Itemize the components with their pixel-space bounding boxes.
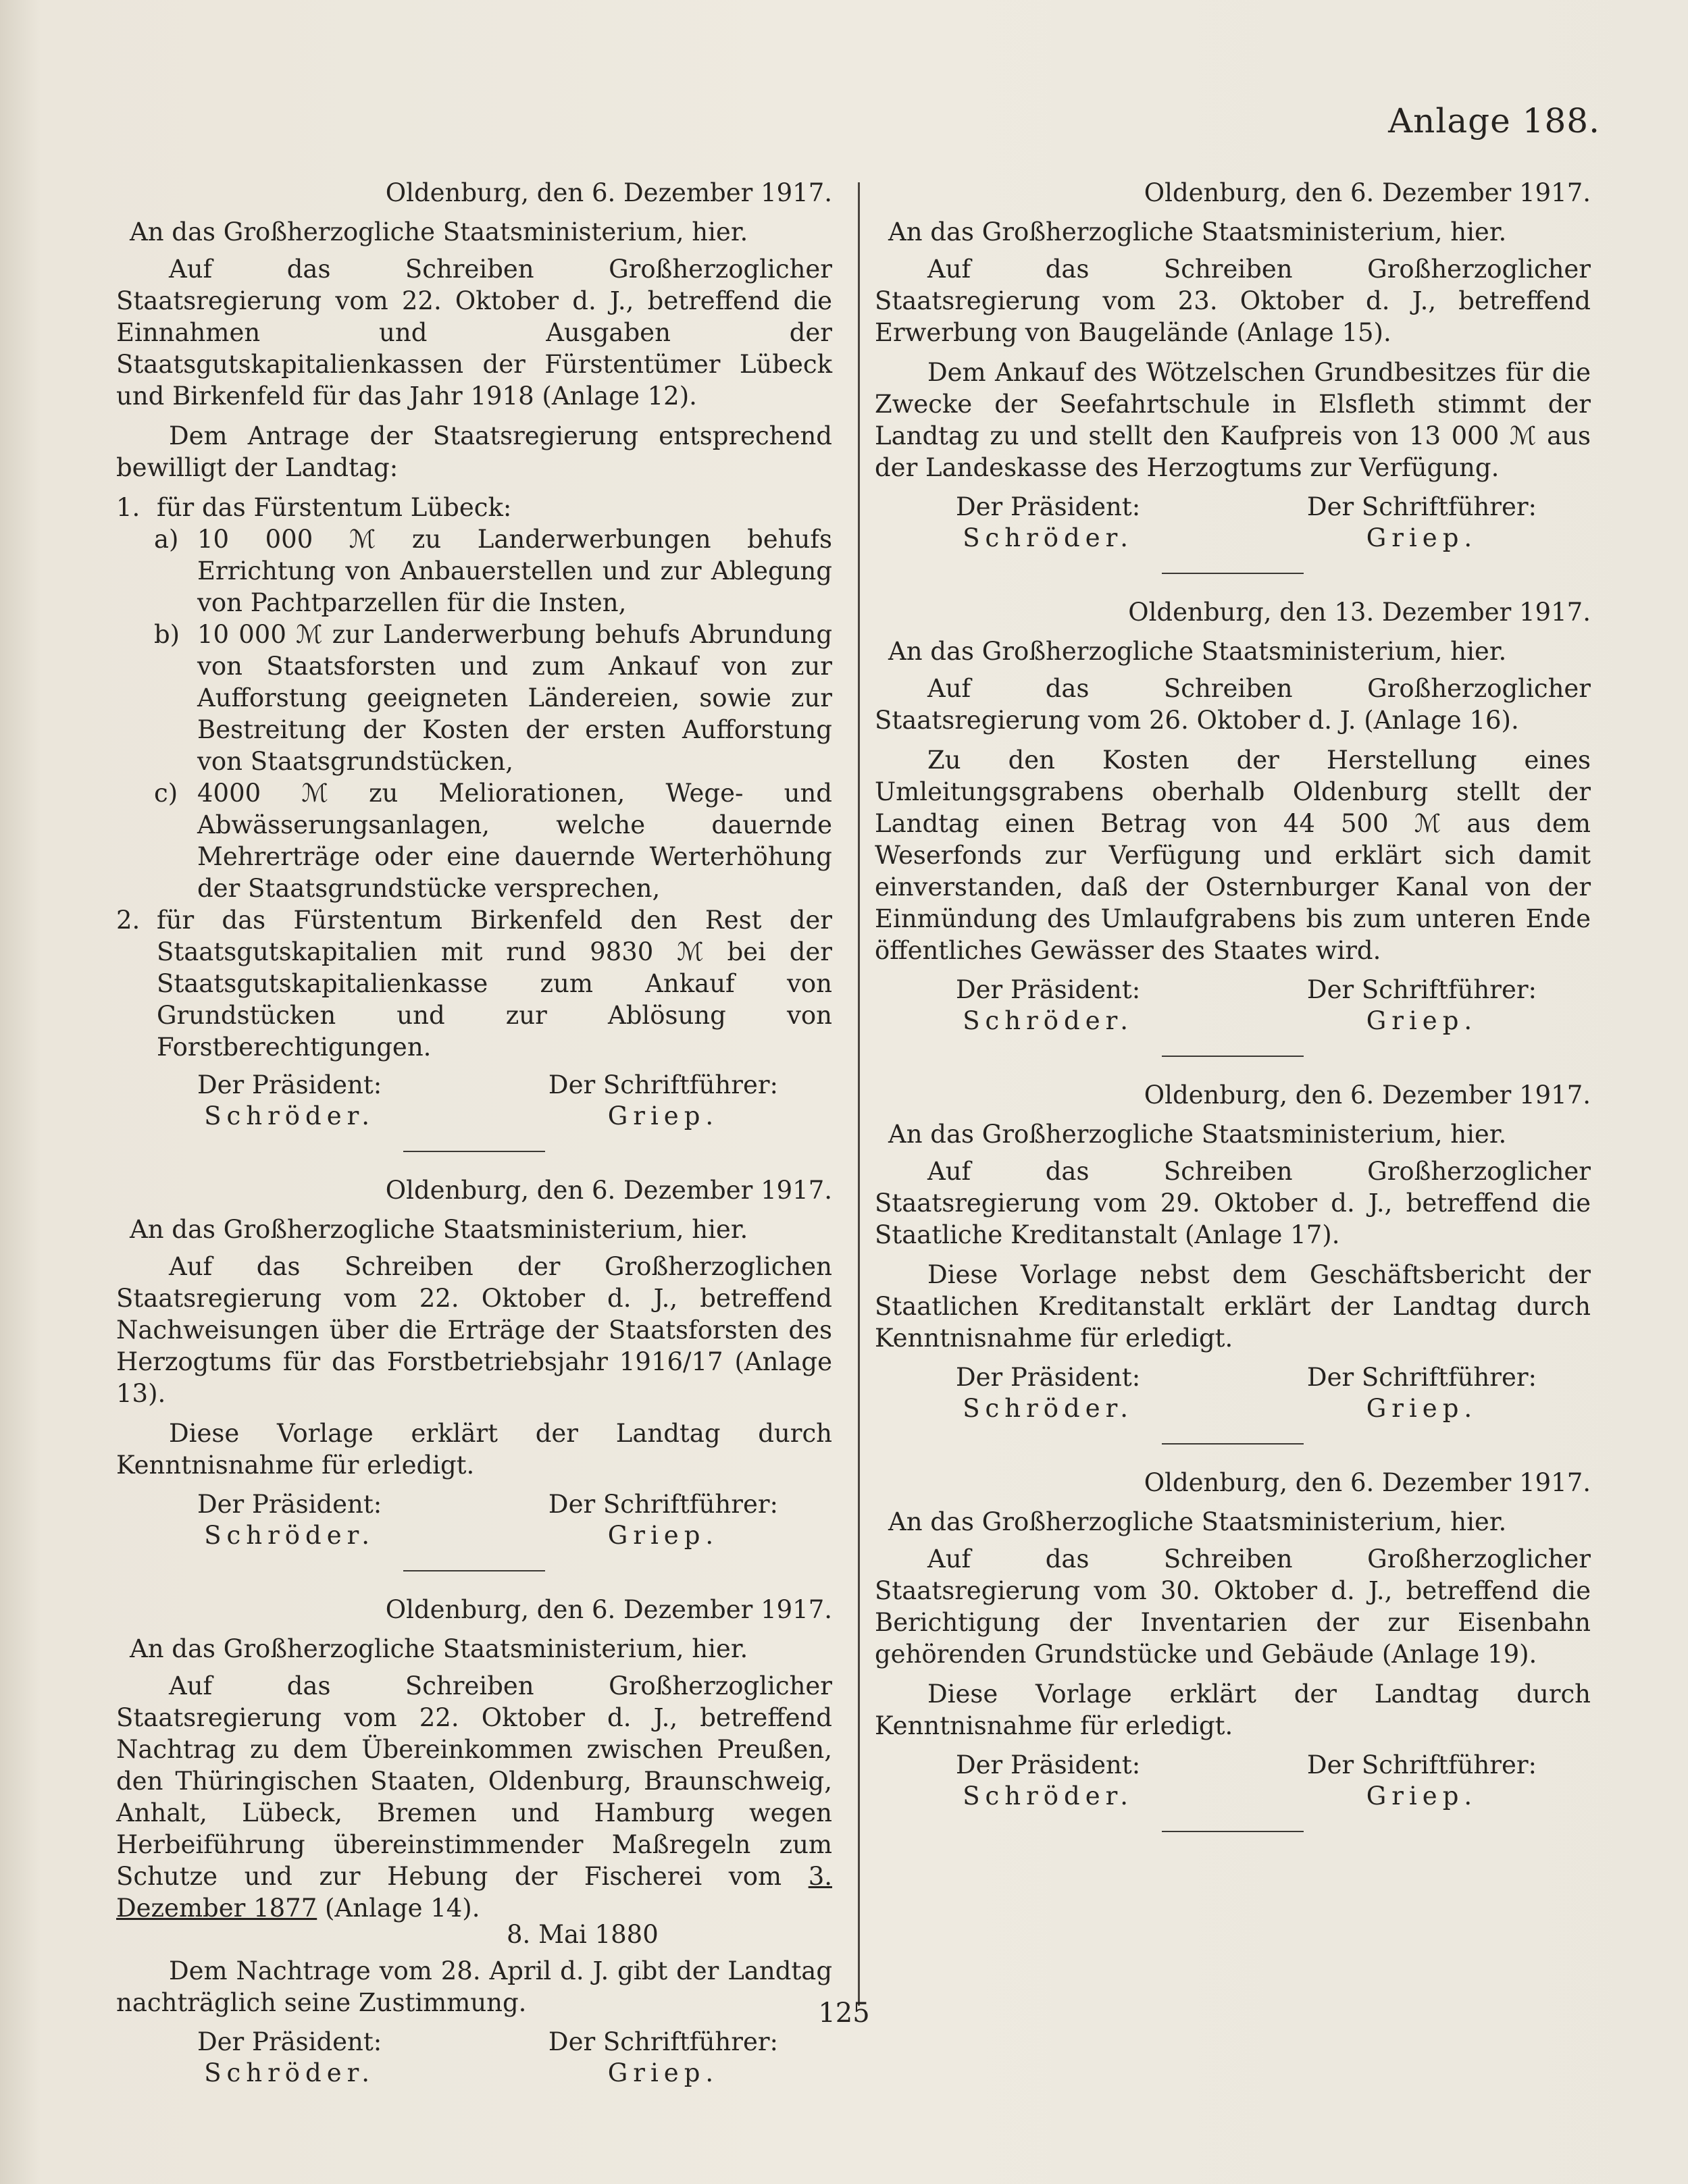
resolution-paragraph: Dem Nachtrage vom 28. April d. J. gibt der Landtag nachträglich seine Zustimmung. bbox=[116, 1956, 832, 2017]
resolution-paragraph: Dem Ankauf des Wötzelschen Grundbesitzes für die Zwecke der Seefahrtschule in Elsfleth stimmt der Landtag zu und stellt den Kaufpreis von 13 000 ℳ aus der Landeskasse des Herzogtums zur Verfügung. bbox=[875, 358, 1591, 482]
resolution-date: Oldenburg, den 6. Dezember 1917. bbox=[385, 178, 832, 207]
signature-block bbox=[875, 492, 1591, 554]
resolution-section bbox=[875, 1078, 1591, 1424]
secretary-title: Der Schriftführer: bbox=[1306, 492, 1537, 521]
secretary-name: Griep. bbox=[1366, 1006, 1478, 1035]
president-title: Der Präsident: bbox=[197, 2027, 382, 2056]
resolution-paragraph: Auf das Schreiben Großherzoglicher Staatsregierung vom 26. Oktober d. J. (Anlage 16). bbox=[875, 674, 1591, 735]
secretary-name: Griep. bbox=[1366, 523, 1478, 552]
left-column bbox=[116, 172, 832, 2089]
secretary-title: Der Schriftführer: bbox=[548, 1490, 778, 1519]
secretary-name: Griep. bbox=[607, 2058, 719, 2087]
resolution-paragraph: Diese Vorlage erklärt der Landtag durch Kenntnisnahme für erledigt. bbox=[875, 1680, 1591, 1740]
signature-block bbox=[116, 1070, 832, 1132]
signature-block bbox=[116, 1489, 832, 1551]
resolution-paragraph bbox=[116, 1670, 832, 1924]
list-item-text: für das Fürstentum Birkenfeld den Rest der Staatsgutskapitalien mit rund 9830 ℳ bei der Staatsgutskapitalienkasse zum Ankauf von Grundstücken und zur Ablösung von Forstberechtigungen. bbox=[157, 906, 832, 1062]
president-signature bbox=[956, 492, 1140, 554]
list-item bbox=[154, 619, 832, 777]
secretary-signature bbox=[548, 1070, 778, 1132]
secretary-title: Der Schriftführer: bbox=[548, 2027, 778, 2056]
convention-date: 3. Dezember 1877 bbox=[116, 1862, 832, 1923]
president-name: Schröder. bbox=[204, 1521, 376, 1550]
resolution-paragraph: Dem Antrage der Staatsregierung entsprechend bewilligt der Landtag: bbox=[116, 421, 832, 482]
resolution-paragraph: Diese Vorlage nebst dem Geschäftsbericht der Staatlichen Kreditanstalt erklärt der Landtag durch Kenntnisnahme für erledigt. bbox=[875, 1260, 1591, 1353]
secretary-name: Griep. bbox=[1366, 1782, 1478, 1811]
list-item bbox=[116, 492, 832, 523]
president-name: Schröder. bbox=[963, 1394, 1134, 1423]
list-marker: 2. bbox=[116, 906, 140, 935]
resolution-paragraph: Auf das Schreiben Großherzoglicher Staatsregierung vom 23. Oktober d. J., betreffend Erwerbung von Baugelände (Anlage 15). bbox=[875, 255, 1591, 347]
secretary-name: Griep. bbox=[607, 1521, 719, 1550]
signature-block bbox=[875, 1362, 1591, 1424]
resolution-addressee: An das Großherzogliche Staatsministerium, hier. bbox=[888, 1120, 1507, 1149]
secretary-signature bbox=[1307, 492, 1537, 554]
secretary-signature bbox=[1307, 1362, 1537, 1424]
president-title: Der Präsident: bbox=[956, 492, 1141, 521]
secretary-name: Griep. bbox=[1366, 1394, 1478, 1423]
resolution-date: Oldenburg, den 6. Dezember 1917. bbox=[1144, 1081, 1591, 1110]
secretary-title: Der Schriftführer: bbox=[1306, 1750, 1537, 1779]
list-marker: b) bbox=[154, 620, 180, 649]
president-signature bbox=[197, 1489, 382, 1551]
president-signature bbox=[197, 2027, 382, 2089]
resolution-date: Oldenburg, den 6. Dezember 1917. bbox=[385, 1595, 832, 1624]
list-item-text: 10 000 ℳ zur Landerwerbung behufs Abrundung von Staatsforsten und zum Ankauf von zur Aufforstung geeigneten Ländereien, sowie zur Bestreitung der Kosten der ersten Aufforstung von Staatsgrundstücken, bbox=[197, 620, 832, 776]
list-item-text: für das Fürstentum Lübeck: bbox=[157, 493, 512, 522]
president-name: Schröder. bbox=[963, 1782, 1134, 1811]
page-number: 125 bbox=[818, 1998, 870, 2029]
appendix-reference: (Anlage 14). bbox=[325, 1894, 480, 1923]
secretary-name: Griep. bbox=[607, 1101, 719, 1130]
resolution-addressee: An das Großherzogliche Staatsministerium, hier. bbox=[130, 1215, 748, 1244]
resolution-paragraph: Diese Vorlage erklärt der Landtag durch Kenntnisnahme für erledigt. bbox=[116, 1419, 832, 1480]
right-column bbox=[875, 172, 1591, 1854]
amendment-date-note: 8. Mai 1880 bbox=[507, 1920, 659, 1949]
resolution-paragraph: Auf das Schreiben der Großherzoglichen Staatsregierung vom 22. Oktober d. J., betreffend Nachweisungen über die Erträge der Staatsforsten des Herzogtums für das Forstbetriebsjahr 1916/17 (Anlage 13). bbox=[116, 1252, 832, 1408]
list-item bbox=[154, 777, 832, 904]
resolution-paragraph: Zu den Kosten der Herstellung eines Umleitungsgrabens oberhalb Oldenburg stellt der Landtag einen Betrag von 44 500 ℳ aus dem Weserfonds zur Verfügung und erklärt sich damit einverstanden, daß der Osternburger Kanal von der Einmündung des Umlaufgrabens bis zum unteren Ende öffentliches Gewässer des Staates wird. bbox=[875, 746, 1591, 965]
section-separator bbox=[1162, 1443, 1304, 1445]
list-item bbox=[154, 523, 832, 619]
president-title: Der Präsident: bbox=[956, 1750, 1141, 1779]
list-item-text: 10 000 ℳ zu Landerwerbungen behufs Errichtung von Anbauerstellen und zur Ablegung von Pachtparzellen für die Insten, bbox=[197, 525, 832, 617]
column-divider bbox=[858, 182, 860, 2006]
section-separator bbox=[403, 1570, 545, 1571]
list-marker: a) bbox=[154, 525, 179, 554]
resolution-paragraph: Auf das Schreiben Großherzoglicher Staatsregierung vom 29. Oktober d. J., betreffend die Staatliche Kreditanstalt (Anlage 17). bbox=[875, 1157, 1591, 1249]
resolution-paragraph: Auf das Schreiben Großherzoglicher Staatsregierung vom 22. Oktober d. J., betreffend die Einnahmen und Ausgaben der Staatsgutskapitalienkassen der Fürstentümer Lübeck und Birkenfeld für das Jahr 1918 (Anlage 12). bbox=[116, 255, 832, 411]
president-name: Schröder. bbox=[963, 1006, 1134, 1035]
list-marker: c) bbox=[154, 779, 178, 808]
resolution-paragraph: Auf das Schreiben Großherzoglicher Staatsregierung vom 30. Oktober d. J., betreffend die Berichtigung der Inventarien der zur Eisenbahn gehörenden Grundstücke und Gebäude (Anlage 19). bbox=[875, 1544, 1591, 1669]
resolution-addressee: An das Großherzogliche Staatsministerium, hier. bbox=[130, 1634, 748, 1663]
section-separator bbox=[1162, 1056, 1304, 1057]
resolution-addressee: An das Großherzogliche Staatsministerium, hier. bbox=[888, 217, 1507, 246]
secretary-title: Der Schriftführer: bbox=[1306, 1363, 1537, 1392]
signature-block bbox=[116, 2027, 832, 2089]
signature-block bbox=[875, 974, 1591, 1037]
president-title: Der Präsident: bbox=[956, 1363, 1141, 1392]
resolution-date: Oldenburg, den 13. Dezember 1917. bbox=[1128, 598, 1591, 627]
president-signature bbox=[197, 1070, 382, 1132]
signature-block bbox=[875, 1750, 1591, 1812]
secretary-signature bbox=[1307, 1750, 1537, 1812]
paragraph-text: Auf das Schreiben Großherzoglicher Staatsregierung vom 22. Oktober d. J., betreffend Nachtrag zu dem Übereinkommen zwischen Preußen, den Thüringischen Staaten, Oldenburg, Braunschweig, Anhalt, Lübeck, Bremen und Hamburg wegen Herbeiführung übereinstimmender Maßregeln zum Schutze und zur Hebung der Fischerei vom bbox=[116, 1671, 832, 1891]
appendix-label: Anlage 188. bbox=[1388, 101, 1600, 140]
secretary-signature bbox=[1307, 974, 1537, 1037]
secretary-signature bbox=[548, 1489, 778, 1551]
president-title: Der Präsident: bbox=[197, 1490, 382, 1519]
president-signature bbox=[956, 1362, 1140, 1424]
president-name: Schröder. bbox=[204, 2058, 376, 2087]
secretary-title: Der Schriftführer: bbox=[1306, 975, 1537, 1004]
resolution-date: Oldenburg, den 6. Dezember 1917. bbox=[385, 1176, 832, 1205]
resolution-section bbox=[875, 1466, 1591, 1812]
list-item-text: 4000 ℳ zu Meliorationen, Wege- und Abwässerungsanlagen, welche dauernde Mehrerträge oder eine dauernde Werterhöhung der Staatsgrundstücke versprechen, bbox=[197, 779, 832, 903]
resolution-addressee: An das Großherzogliche Staatsministerium, hier. bbox=[130, 217, 748, 246]
section-separator bbox=[1162, 1831, 1304, 1832]
president-name: Schröder. bbox=[204, 1101, 376, 1130]
resolution-section bbox=[875, 596, 1591, 1037]
president-signature bbox=[956, 1750, 1140, 1812]
section-separator bbox=[403, 1151, 545, 1152]
resolution-addressee: An das Großherzogliche Staatsministerium, hier. bbox=[888, 637, 1507, 666]
resolution-date: Oldenburg, den 6. Dezember 1917. bbox=[1144, 1468, 1591, 1497]
section-separator bbox=[1162, 573, 1304, 574]
resolution-addressee: An das Großherzogliche Staatsministerium, hier. bbox=[888, 1507, 1507, 1536]
resolution-section bbox=[875, 176, 1591, 554]
secretary-title: Der Schriftführer: bbox=[548, 1070, 778, 1099]
resolution-section bbox=[116, 1174, 832, 1551]
secretary-signature bbox=[548, 2027, 778, 2089]
president-title: Der Präsident: bbox=[197, 1070, 382, 1099]
president-signature bbox=[956, 974, 1140, 1037]
president-name: Schröder. bbox=[963, 523, 1134, 552]
resolution-date: Oldenburg, den 6. Dezember 1917. bbox=[1144, 178, 1591, 207]
list-item bbox=[116, 904, 832, 1063]
list-marker: 1. bbox=[116, 493, 140, 522]
president-title: Der Präsident: bbox=[956, 975, 1141, 1004]
resolution-section bbox=[116, 176, 832, 1132]
